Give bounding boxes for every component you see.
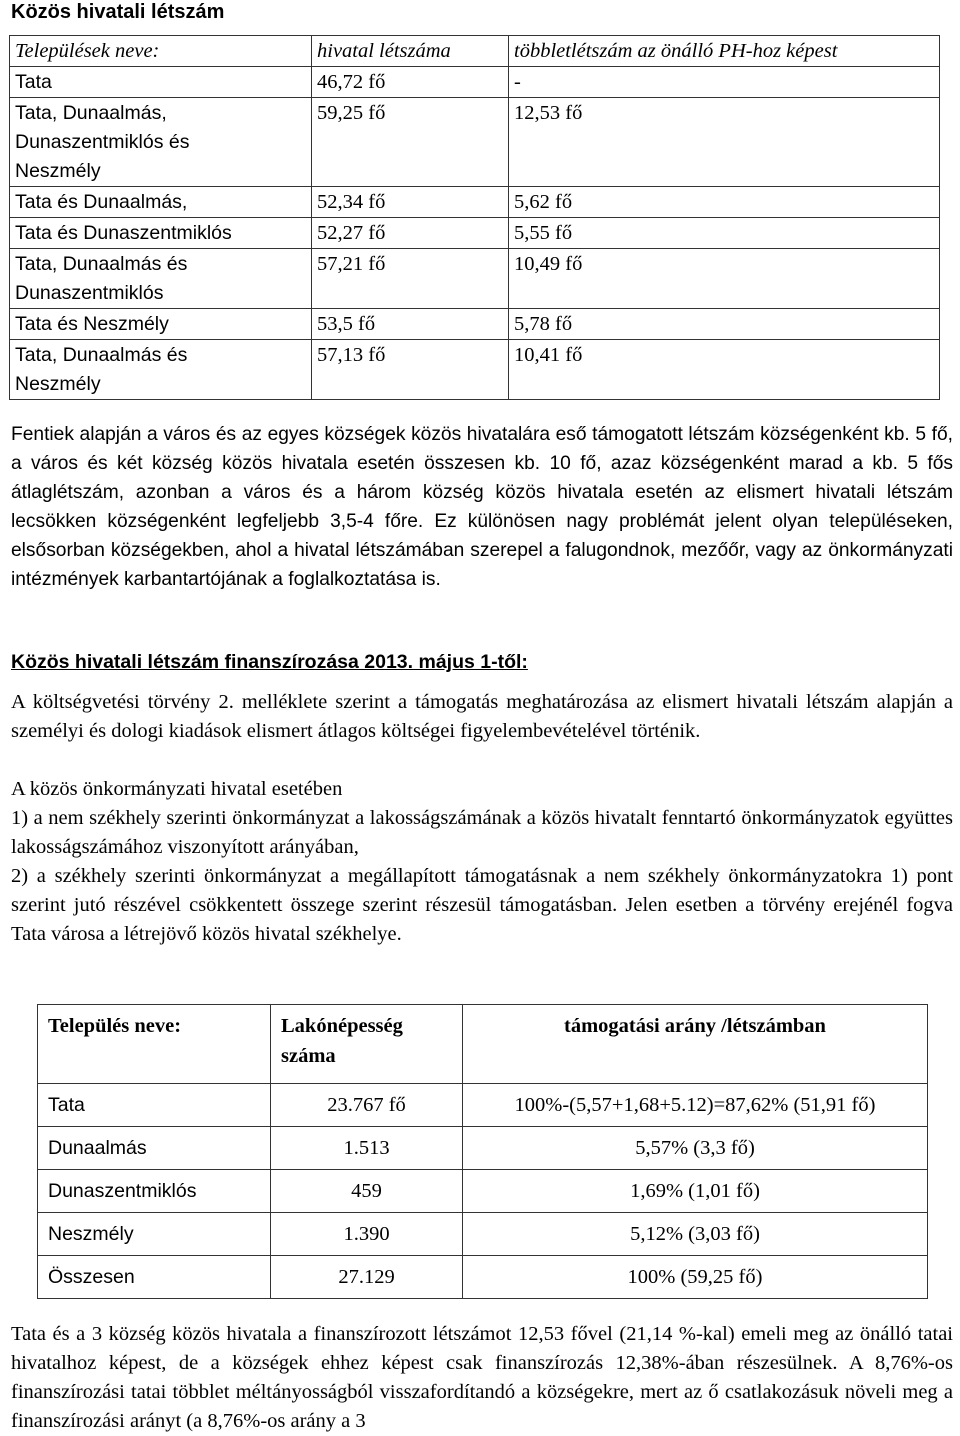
table-row bbox=[38, 1084, 928, 1127]
office-staff-cell: 53,5 fő bbox=[312, 309, 509, 340]
table-row bbox=[10, 67, 940, 98]
table-row bbox=[38, 1256, 928, 1299]
extra-staff-cell: 5,55 fő bbox=[509, 218, 940, 249]
column-header-population: Lakónépesség száma bbox=[271, 1005, 463, 1084]
table-row bbox=[10, 98, 940, 187]
settlement-cell: Tata bbox=[38, 1084, 271, 1127]
extra-staff-cell: 12,53 fő bbox=[509, 98, 940, 187]
extra-staff-cell: - bbox=[509, 67, 940, 98]
support-ratio-cell: 100% (59,25 fő) bbox=[463, 1256, 928, 1299]
table-row bbox=[10, 187, 940, 218]
section-heading-financing: Közös hivatali létszám finanszírozása 2013. május 1-től: bbox=[11, 651, 528, 673]
table-row bbox=[10, 340, 940, 400]
population-cell: 459 bbox=[271, 1170, 463, 1213]
office-staff-cell: 57,13 fő bbox=[312, 340, 509, 400]
extra-staff-cell: 10,41 fő bbox=[509, 340, 940, 400]
office-staff-cell: 59,25 fő bbox=[312, 98, 509, 187]
settlement-cell: Tata bbox=[10, 67, 312, 98]
table-row bbox=[10, 218, 940, 249]
support-ratio-table bbox=[37, 1004, 928, 1299]
extra-staff-cell: 5,62 fő bbox=[509, 187, 940, 218]
office-staff-cell: 46,72 fő bbox=[312, 67, 509, 98]
population-cell: 1.390 bbox=[271, 1213, 463, 1256]
settlement-cell: Tata, Dunaalmás és Dunaszentmiklós bbox=[10, 249, 312, 309]
staff-table-header-row bbox=[10, 36, 940, 67]
paragraph-budget-law: A költségvetési törvény 2. melléklete szerint a támogatás meghatározása az elismert hivatali létszám alapján a személyi és dologi kiadások elismert átlagos költségei figyelembevételével történik. bbox=[11, 691, 953, 742]
settlement-cell: Tata és Dunaszentmiklós bbox=[10, 218, 312, 249]
column-header-settlements: Települések neve: bbox=[10, 36, 312, 67]
support-ratio-cell: 5,57% (3,3 fő) bbox=[463, 1127, 928, 1170]
settlement-cell: Tata és Neszmély bbox=[10, 309, 312, 340]
extra-staff-cell: 5,78 fő bbox=[509, 309, 940, 340]
settlement-cell: Tata, Dunaalmás és Neszmély bbox=[10, 340, 312, 400]
table-row bbox=[10, 249, 940, 309]
population-cell: 23.767 fő bbox=[271, 1084, 463, 1127]
office-staff-cell: 52,27 fő bbox=[312, 218, 509, 249]
office-staff-cell: 57,21 fő bbox=[312, 249, 509, 309]
settlement-cell: Összesen bbox=[38, 1256, 271, 1299]
settlement-cell: Tata, Dunaalmás, Dunaszentmiklós és Neszmély bbox=[10, 98, 312, 187]
support-ratio-cell: 1,69% (1,01 fő) bbox=[463, 1170, 928, 1213]
page-title: Közös hivatali létszám bbox=[11, 1, 225, 23]
population-cell: 1.513 bbox=[271, 1127, 463, 1170]
settlement-cell: Dunaszentmiklós bbox=[38, 1170, 271, 1213]
paragraph-point-1: 1) a nem székhely szerinti önkormányzat a lakosságszámának a közös hivatalt fenntartó önkormányzatok együttes lakosságszámához viszonyított arányában, bbox=[11, 807, 953, 858]
support-table-header-row bbox=[38, 1005, 928, 1084]
paragraph-conclusion: Tata és a 3 község közös hivatala a finanszírozott létszámot 12,53 fővel (21,14 %-kal) emeli meg az önálló tatai hivatalhoz képest, de a községek ehhez képest csak finanszírozás 12,38%-ában részesülnek. A 8,76%-os finanszírozási tatai többlet méltányosságból visszafordítandó a községekre, mert az ő csatlakozásuk növeli meg a finanszírozási arányt (a 8,76%-os arány a 3 bbox=[11, 1323, 953, 1432]
settlement-cell: Neszmély bbox=[38, 1213, 271, 1256]
office-staff-cell: 52,34 fő bbox=[312, 187, 509, 218]
column-header-office-staff: hivatal létszáma bbox=[312, 36, 509, 67]
table-row bbox=[38, 1213, 928, 1256]
settlement-cell: Dunaalmás bbox=[38, 1127, 271, 1170]
column-header-settlement: Település neve: bbox=[38, 1005, 271, 1084]
support-ratio-cell: 5,12% (3,03 fő) bbox=[463, 1213, 928, 1256]
support-ratio-cell: 100%-(5,57+1,68+5.12)=87,62% (51,91 fő) bbox=[463, 1084, 928, 1127]
extra-staff-cell: 10,49 fő bbox=[509, 249, 940, 309]
paragraph-point-2: 2) a székhely szerinti önkormányzat a megállapított támogatásnak a nem székhely önkormányzatokra 1) pont szerint jutó részével csökkentett összege szerint részesül támogatásban. Jelen esetben a törvény erejénél fogva Tata városa a létrejövő közös hivatal székhelye. bbox=[11, 865, 953, 945]
staff-table bbox=[9, 35, 940, 400]
table-row bbox=[38, 1170, 928, 1213]
column-header-support-ratio: támogatási arány /létszámban bbox=[463, 1005, 928, 1084]
population-cell: 27.129 bbox=[271, 1256, 463, 1299]
table-row bbox=[38, 1127, 928, 1170]
settlement-cell: Tata és Dunaalmás, bbox=[10, 187, 312, 218]
paragraph-joint-office-intro: A közös önkormányzati hivatal esetében bbox=[11, 778, 343, 800]
table-row bbox=[10, 309, 940, 340]
paragraph-staff-analysis: Fentiek alapján a város és az egyes községek közös hivatalára eső támogatott létszám községenként kb. 5 fő, a város és két község közös hivatala esetén összesen kb. 10 fő, azaz községenként marad a kb. 5 fős átlaglétszám, azonban a város és a három község közös hivatala esetén az elismert hivatali létszám lecsökken községenként legfeljebb 3,5-4 főre. Ez különösen nagy problémát jelent olyan településeken, elsősorban községekben, ahol a hivatal létszámában szerepel a falugondnok, mezőőr, vagy az önkormányzati intézmények karbantartójának a foglalkoztatása is. bbox=[11, 424, 953, 590]
column-header-extra-staff: többletlétszám az önálló PH-hoz képest bbox=[509, 36, 940, 67]
